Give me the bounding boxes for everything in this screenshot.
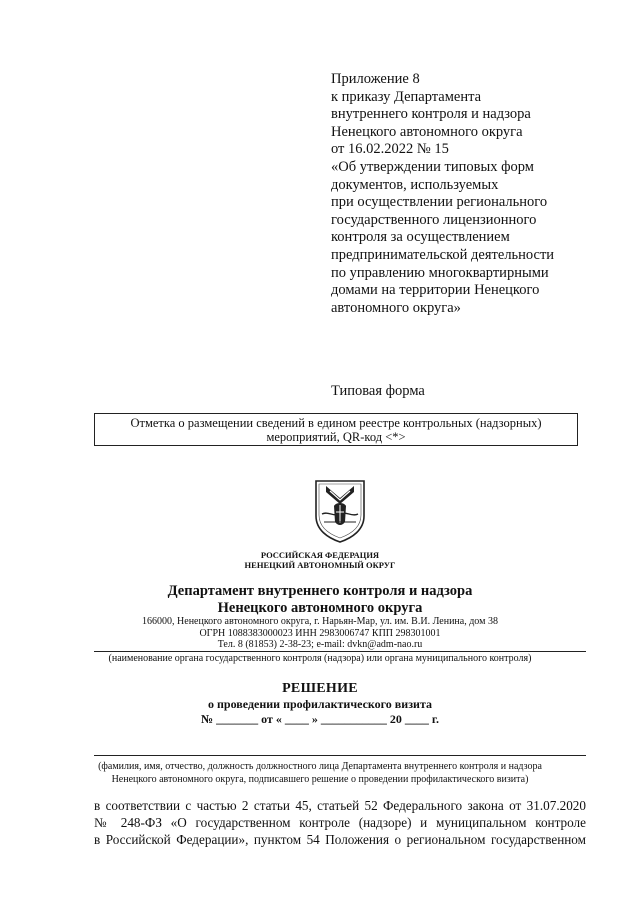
appendix-line: документов, используемых (331, 176, 499, 193)
header-divider (94, 651, 586, 652)
appendix-line: предпринимательской деятельности (331, 246, 555, 263)
typical-form-label: Типовая форма (331, 383, 425, 399)
appendix-line: к приказу Департамента (331, 88, 482, 105)
appendix-line: по управлению многоквартирными (331, 264, 549, 281)
appendix-line: «Об утверждении типовых форм (331, 158, 534, 175)
appendix-line: государственного лицензионного (331, 211, 537, 228)
appendix-block (331, 71, 554, 317)
appendix-line: при осуществлении регионального (331, 194, 548, 211)
department-name-line: Департамент внутреннего контроля и надзора (167, 583, 473, 599)
official-caption (0, 760, 640, 786)
qr-box-line: мероприятий, QR-код <*> (266, 430, 406, 444)
appendix-line: домами на территории Ненецкого (331, 282, 540, 299)
appendix-line: автономного округа» (331, 299, 461, 316)
department-registration: ОГРН 1088383000023 ИНН 2983006747 КПП 298301001 (199, 627, 441, 639)
appendix-line: контроля за осуществлением (331, 229, 510, 246)
country-name: РОССИЙСКАЯ ФЕДЕРАЦИЯ (260, 550, 380, 560)
body-line: № 248-ФЗ «О государственном контроле (надзоре) и муниципальном контроле (94, 815, 586, 830)
authority-caption: (наименование органа государственного контроля (надзора) или органа муниципального контроля) (108, 653, 532, 664)
region-header (0, 550, 640, 570)
region-name: НЕНЕЦКИЙ АВТОНОМНЫЙ ОКРУГ (244, 560, 396, 570)
decision-subtitle: о проведении профилактического визита (208, 697, 432, 711)
appendix-line: от 16.02.2022 № 15 (331, 141, 449, 158)
department-address: 166000, Ненецкого автономного округа, г. Нарьян-Мар, ул. им. В.И. Ленина, дом 38 (142, 616, 498, 627)
qr-code-box (94, 413, 578, 446)
appendix-line: внутреннего контроля и надзора (331, 106, 531, 123)
qr-box-line: Отметка о размещении сведений в едином реестре контрольных (надзорных) (130, 416, 542, 430)
department-contacts (0, 616, 640, 651)
official-caption-line: Ненецкого автономного округа, подписавшего решение о проведении профилактического визита) (111, 774, 529, 785)
decision-body (94, 797, 586, 848)
department-phone-email: Тел. 8 (81853) 2-38-23; e-mail: dvkn@adm-nao.ru (217, 639, 423, 650)
official-caption-line: (фамилия, имя, отчество, должность должностного лица Департамента внутреннего контроля и надзора (98, 761, 542, 772)
department-name (0, 583, 640, 617)
body-line: в Российской Федерации», пунктом 54 Положения о региональном государственном (94, 832, 586, 847)
official-divider (94, 755, 586, 756)
decision-number-date: № _______ от « ____ » ___________ 20 ____ г. (201, 712, 439, 726)
coat-of-arms-icon (312, 478, 368, 544)
body-line: в соответствии с частью 2 статьи 45, статьей 52 Федерального закона от 31.07.2020 (94, 798, 586, 813)
appendix-line: Приложение 8 (331, 71, 420, 87)
decision-title: РЕШЕНИЕ (282, 681, 358, 696)
department-name-line: Ненецкого автономного округа (217, 600, 423, 616)
appendix-line: Ненецкого автономного округа (331, 123, 523, 140)
